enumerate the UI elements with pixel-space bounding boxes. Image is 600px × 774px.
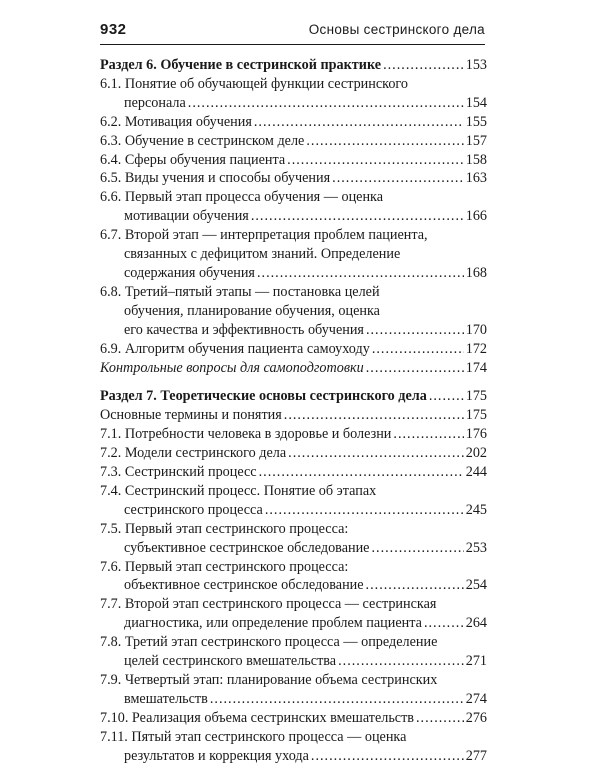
toc-entry <box>100 444 487 463</box>
page-number: 932 <box>100 21 127 38</box>
entry-line: 7.9. Четвертый этап: планирование объема сестринских <box>100 672 438 688</box>
section-heading-text: Раздел 7. Теоретические основы сестринского дела <box>100 388 427 405</box>
entry-line: Основные термины и понятия <box>100 407 282 424</box>
toc-entry <box>100 558 487 596</box>
entry-line: 7.8. Третий этап сестринского процесса — определение <box>100 634 438 651</box>
dot-leader <box>254 113 464 132</box>
page-ref: 274 <box>465 690 487 707</box>
toc-entry <box>100 406 487 425</box>
review-questions-text: Контрольные вопросы для самоподготовки <box>100 359 364 376</box>
page-ref: 154 <box>465 94 487 111</box>
dot-leader <box>424 614 464 633</box>
entry-line: 6.8. Третий–пятый этапы — постановка целей <box>100 283 380 300</box>
dot-leader <box>416 709 464 728</box>
entry-line: диагностика, или определение проблем пациента <box>124 615 422 632</box>
entry-line: результатов и коррекция ухода <box>124 747 309 764</box>
entry-line: 6.9. Алгоритм обучения пациента самоуходу <box>100 340 370 357</box>
dot-leader <box>287 151 464 170</box>
dot-leader <box>383 56 464 75</box>
entry-line: персонала <box>124 94 186 111</box>
entry-line: 6.6. Первый этап процесса обучения — оценка <box>100 189 384 206</box>
toc-entry <box>100 482 487 520</box>
entry-line: мотивации обучения <box>124 208 249 225</box>
table-of-contents <box>100 56 487 774</box>
page-ref: 163 <box>465 170 487 187</box>
page-ref: 166 <box>465 208 487 225</box>
page-ref: 175 <box>465 407 487 424</box>
page-ref: 174 <box>465 359 487 376</box>
page-ref: 253 <box>465 539 487 556</box>
running-title: Основы сестринского дела <box>308 22 485 37</box>
dot-leader <box>257 264 464 283</box>
toc-entry <box>100 340 487 359</box>
page-ref: 271 <box>465 653 487 670</box>
toc-entry <box>100 283 487 340</box>
entry-line: 6.3. Обучение в сестринском деле <box>100 132 305 149</box>
entry-line: обучения, планирование обучения, оценка <box>124 302 380 319</box>
dot-leader <box>429 387 464 406</box>
dot-leader <box>393 425 463 444</box>
entry-line: 7.10. Реализация объема сестринских вмешательств <box>100 709 414 726</box>
toc-entry <box>100 113 487 132</box>
toc-entry <box>100 151 487 170</box>
page-ref: 153 <box>465 57 487 73</box>
page-ref: 176 <box>465 426 487 443</box>
page-ref: 170 <box>465 321 487 338</box>
toc-entry <box>100 169 487 188</box>
toc-entry <box>100 709 487 728</box>
dot-leader <box>265 501 464 520</box>
page-ref: 157 <box>465 132 487 149</box>
toc-entry <box>100 671 487 709</box>
entry-line: 7.4. Сестринский процесс. Понятие об этапах <box>100 482 377 499</box>
dot-leader <box>366 359 464 378</box>
page-ref: 175 <box>465 388 487 405</box>
dot-leader <box>332 169 464 188</box>
section-heading <box>100 56 487 75</box>
page-ref: 172 <box>465 340 487 357</box>
entry-line: 6.5. Виды учения и способы обучения <box>100 170 331 187</box>
entry-line: 7.1. Потребности человека в здоровье и болезни <box>100 426 392 443</box>
entry-line: 7.6. Первый этап сестринского процесса: <box>100 558 349 575</box>
toc-entry <box>100 188 487 226</box>
toc-entry <box>100 728 487 766</box>
dot-leader <box>251 207 464 226</box>
toc-section <box>100 387 487 765</box>
entry-line: 6.7. Второй этап — интерпретация проблем пациента, <box>100 227 428 244</box>
entry-line: вмешательств <box>124 690 208 707</box>
page-header <box>100 18 485 46</box>
entry-line: 7.7. Второй этап сестринского процесса — сестринская <box>100 596 437 613</box>
entry-line: 6.2. Мотивация обучения <box>100 113 252 130</box>
toc-entry <box>100 425 487 444</box>
page-ref: 202 <box>465 445 487 462</box>
entry-line: связанных с дефицитом знаний. Определение <box>124 246 401 263</box>
dot-leader <box>311 747 464 766</box>
entry-line: 7.3. Сестринский процесс <box>100 464 257 481</box>
entry-line: сестринского процесса <box>124 501 263 518</box>
entry-line: целей сестринского вмешательства <box>124 653 337 670</box>
toc-entry <box>100 463 487 482</box>
header-rule <box>100 44 485 45</box>
entry-line: 7.11. Пятый этап сестринского процесса — оценка <box>100 728 407 745</box>
toc-entry <box>100 595 487 633</box>
page-ref: 168 <box>465 264 487 281</box>
section-heading-text: Раздел 6. Обучение в сестринской практике <box>100 57 382 73</box>
toc-entry <box>100 75 487 113</box>
dot-leader <box>284 406 464 425</box>
dot-leader <box>371 539 463 558</box>
page-ref: 245 <box>465 501 487 518</box>
entry-line: его качества и эффективность обучения <box>124 321 364 338</box>
toc-entry <box>100 226 487 283</box>
dot-leader <box>366 321 464 340</box>
dot-leader <box>306 132 463 151</box>
entry-line: содержания обучения <box>124 264 255 281</box>
toc-entry <box>100 520 487 558</box>
dot-leader <box>338 652 464 671</box>
dot-leader <box>259 463 464 482</box>
dot-leader <box>372 340 464 359</box>
page-ref: 244 <box>465 464 487 481</box>
toc-section <box>100 56 487 377</box>
page-ref: 264 <box>465 615 487 632</box>
entry-line: 6.1. Понятие об обучающей функции сестринского <box>100 75 408 92</box>
entry-line: 7.2. Модели сестринского дела <box>100 445 287 462</box>
entry-line: объективное сестринское обследование <box>124 577 364 594</box>
toc-entry <box>100 633 487 671</box>
page-ref: 155 <box>465 113 487 130</box>
review-questions-entry <box>100 359 487 378</box>
entry-line: 7.5. Первый этап сестринского процесса: <box>100 520 349 537</box>
dot-leader <box>366 576 464 595</box>
page-ref: 254 <box>465 577 487 594</box>
dot-leader <box>288 444 464 463</box>
section-heading <box>100 387 487 406</box>
entry-line: субъективное сестринское обследование <box>124 539 370 556</box>
page-ref: 277 <box>465 747 487 764</box>
dot-leader <box>188 94 464 113</box>
toc-entry <box>100 132 487 151</box>
dot-leader <box>210 690 464 709</box>
entry-line: 6.4. Сферы обучения пациента <box>100 151 286 168</box>
page-ref: 158 <box>465 151 487 168</box>
page-ref: 276 <box>465 709 487 726</box>
